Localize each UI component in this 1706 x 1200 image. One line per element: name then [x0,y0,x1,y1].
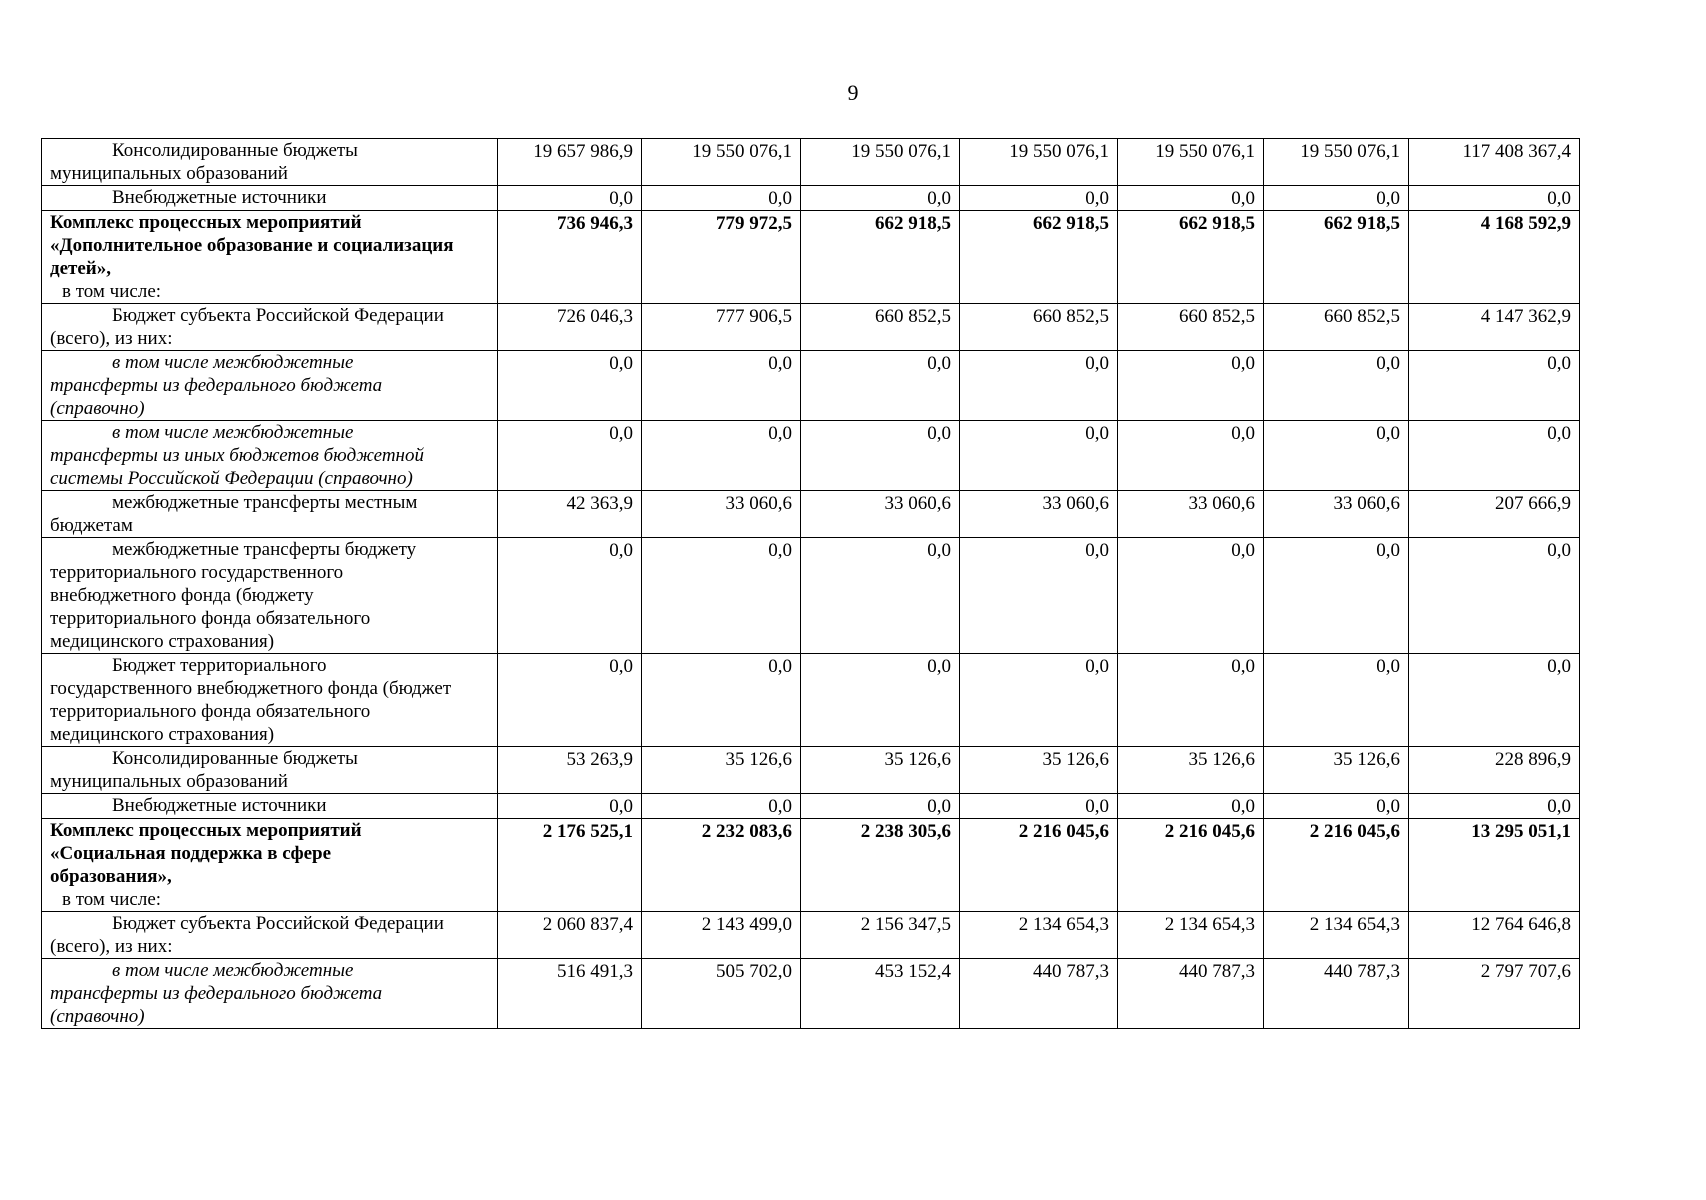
value-cell: 0,0 [642,186,801,211]
row-label-line: муниципальных образований [50,771,288,792]
value-cell: 0,0 [1118,794,1264,819]
table-row [42,186,1580,211]
value-cell: 0,0 [801,421,960,491]
row-label-line: в том числе межбюджетные [112,352,354,373]
value-cell: 0,0 [642,538,801,654]
value-cell: 0,0 [801,186,960,211]
value-cell: 777 906,5 [642,304,801,351]
value-cell: 0,0 [1118,538,1264,654]
value-cell: 0,0 [1264,538,1409,654]
value-cell: 440 787,3 [960,959,1118,1029]
value-cell: 35 126,6 [960,747,1118,794]
row-label-line: в том числе: [62,889,162,910]
value-cell: 0,0 [498,794,642,819]
value-cell: 0,0 [1264,421,1409,491]
budget-table [41,138,1580,1029]
table-row [42,421,1580,491]
table-row [42,654,1580,747]
value-cell: 117 408 367,4 [1409,139,1580,186]
row-label-line: (всего), из них: [50,328,173,349]
row-label-line: в том числе межбюджетные [112,422,354,443]
value-cell: 726 046,3 [498,304,642,351]
value-cell: 33 060,6 [1264,491,1409,538]
value-cell: 42 363,9 [498,491,642,538]
value-cell: 0,0 [1118,186,1264,211]
value-cell: 0,0 [1409,654,1580,747]
row-label-line: образования», [50,866,172,887]
value-cell: 0,0 [1409,186,1580,211]
table-row [42,538,1580,654]
row-label-cell [42,421,498,491]
value-cell: 0,0 [642,654,801,747]
row-label-line: (справочно) [50,398,145,419]
table-row [42,912,1580,959]
value-cell: 0,0 [1409,421,1580,491]
value-cell: 440 787,3 [1264,959,1409,1029]
value-cell: 662 918,5 [960,211,1118,304]
value-cell: 35 126,6 [642,747,801,794]
row-label-cell [42,304,498,351]
value-cell: 2 134 654,3 [1264,912,1409,959]
row-label-line: межбюджетные трансферты бюджету [112,539,417,560]
value-cell: 0,0 [801,654,960,747]
value-cell: 53 263,9 [498,747,642,794]
row-label-line: Бюджет субъекта Российской Федерации [112,913,444,934]
row-label-line: медицинского страхования) [50,631,275,652]
value-cell: 2 176 525,1 [498,819,642,912]
row-label-cell [42,186,498,211]
value-cell: 19 550 076,1 [1264,139,1409,186]
table-row [42,794,1580,819]
row-label-line: системы Российской Федерации (справочно) [50,468,413,489]
value-cell: 2 238 305,6 [801,819,960,912]
value-cell: 35 126,6 [801,747,960,794]
table-row [42,139,1580,186]
value-cell: 0,0 [1409,351,1580,421]
value-cell: 0,0 [498,351,642,421]
row-label-line: государственного внебюджетного фонда (бюджет [50,678,452,699]
value-cell: 0,0 [498,538,642,654]
row-label-line: муниципальных образований [50,163,288,184]
value-cell: 0,0 [1264,654,1409,747]
value-cell: 736 946,3 [498,211,642,304]
value-cell: 660 852,5 [1118,304,1264,351]
value-cell: 0,0 [801,794,960,819]
value-cell: 662 918,5 [1118,211,1264,304]
table-row [42,351,1580,421]
table-row [42,747,1580,794]
row-label-line: (всего), из них: [50,936,173,957]
value-cell: 660 852,5 [1264,304,1409,351]
row-label-line: внебюджетного фонда (бюджету [50,585,314,606]
row-label-line: Комплекс процессных мероприятий [50,820,362,841]
value-cell: 2 216 045,6 [960,819,1118,912]
value-cell: 4 147 362,9 [1409,304,1580,351]
budget-table-body [42,139,1580,1029]
value-cell: 0,0 [801,351,960,421]
row-label-cell [42,654,498,747]
value-cell: 505 702,0 [642,959,801,1029]
value-cell: 33 060,6 [642,491,801,538]
value-cell: 2 156 347,5 [801,912,960,959]
value-cell: 0,0 [960,654,1118,747]
value-cell: 2 216 045,6 [1264,819,1409,912]
row-label-line: детей», [50,258,112,279]
row-label-line: территориального фонда обязательного [50,608,371,629]
value-cell: 4 168 592,9 [1409,211,1580,304]
row-label-cell [42,351,498,421]
value-cell: 2 143 499,0 [642,912,801,959]
table-row [42,819,1580,912]
value-cell: 35 126,6 [1264,747,1409,794]
value-cell: 2 134 654,3 [960,912,1118,959]
value-cell: 19 550 076,1 [960,139,1118,186]
row-label-line: территориального фонда обязательного [50,701,371,722]
value-cell: 2 216 045,6 [1118,819,1264,912]
value-cell: 19 550 076,1 [1118,139,1264,186]
row-label-line: в том числе: [62,281,162,302]
row-label-cell [42,794,498,819]
value-cell: 33 060,6 [960,491,1118,538]
value-cell: 0,0 [960,351,1118,421]
value-cell: 662 918,5 [801,211,960,304]
table-row [42,211,1580,304]
value-cell: 2 134 654,3 [1118,912,1264,959]
value-cell: 516 491,3 [498,959,642,1029]
value-cell: 19 550 076,1 [801,139,960,186]
row-label-line: Внебюджетные источники [112,795,327,816]
value-cell: 0,0 [1264,351,1409,421]
row-label-line: Бюджет субъекта Российской Федерации [112,305,444,326]
row-label-cell [42,959,498,1029]
value-cell: 0,0 [642,421,801,491]
table-row [42,304,1580,351]
value-cell: 35 126,6 [1118,747,1264,794]
value-cell: 0,0 [642,794,801,819]
value-cell: 0,0 [1409,538,1580,654]
value-cell: 453 152,4 [801,959,960,1029]
value-cell: 0,0 [960,538,1118,654]
value-cell: 0,0 [1264,186,1409,211]
value-cell: 2 060 837,4 [498,912,642,959]
row-label-cell [42,747,498,794]
row-label-cell [42,491,498,538]
row-label-line: Бюджет территориального [112,655,327,676]
value-cell: 12 764 646,8 [1409,912,1580,959]
row-label-line: в том числе межбюджетные [112,960,354,981]
value-cell: 660 852,5 [801,304,960,351]
row-label-line: межбюджетные трансферты местным [112,492,418,513]
row-label-line: медицинского страхования) [50,724,275,745]
value-cell: 33 060,6 [1118,491,1264,538]
value-cell: 0,0 [960,421,1118,491]
row-label-cell [42,211,498,304]
row-label-line: Консолидированные бюджеты [112,140,358,161]
row-label-line: «Дополнительное образование и социализация [50,235,454,256]
value-cell: 0,0 [1409,794,1580,819]
value-cell: 19 657 986,9 [498,139,642,186]
page-number: 9 [847,80,859,105]
row-label-line: Внебюджетные источники [112,187,327,208]
value-cell: 0,0 [801,538,960,654]
value-cell: 662 918,5 [1264,211,1409,304]
value-cell: 228 896,9 [1409,747,1580,794]
value-cell: 0,0 [960,186,1118,211]
row-label-line: трансферты из федерального бюджета [50,375,383,396]
row-label-line: бюджетам [50,515,133,536]
row-label-line: трансферты из иных бюджетов бюджетной [50,445,424,466]
value-cell: 0,0 [498,421,642,491]
value-cell: 0,0 [1118,421,1264,491]
value-cell: 660 852,5 [960,304,1118,351]
value-cell: 13 295 051,1 [1409,819,1580,912]
value-cell: 207 666,9 [1409,491,1580,538]
value-cell: 0,0 [498,654,642,747]
row-label-cell [42,912,498,959]
row-label-cell [42,139,498,186]
table-row [42,491,1580,538]
value-cell: 33 060,6 [801,491,960,538]
value-cell: 0,0 [1118,654,1264,747]
row-label-line: трансферты из федерального бюджета [50,983,383,1004]
value-cell: 0,0 [960,794,1118,819]
row-label-cell [42,819,498,912]
value-cell: 0,0 [1264,794,1409,819]
value-cell: 0,0 [498,186,642,211]
row-label-line: (справочно) [50,1006,145,1027]
value-cell: 0,0 [1118,351,1264,421]
row-label-line: Комплекс процессных мероприятий [50,212,362,233]
value-cell: 440 787,3 [1118,959,1264,1029]
value-cell: 779 972,5 [642,211,801,304]
row-label-line: «Социальная поддержка в сфере [50,843,332,864]
row-label-line: территориального государственного [50,562,344,583]
value-cell: 0,0 [642,351,801,421]
row-label-line: Консолидированные бюджеты [112,748,358,769]
value-cell: 19 550 076,1 [642,139,801,186]
table-row [42,959,1580,1029]
value-cell: 2 232 083,6 [642,819,801,912]
row-label-cell [42,538,498,654]
value-cell: 2 797 707,6 [1409,959,1580,1029]
